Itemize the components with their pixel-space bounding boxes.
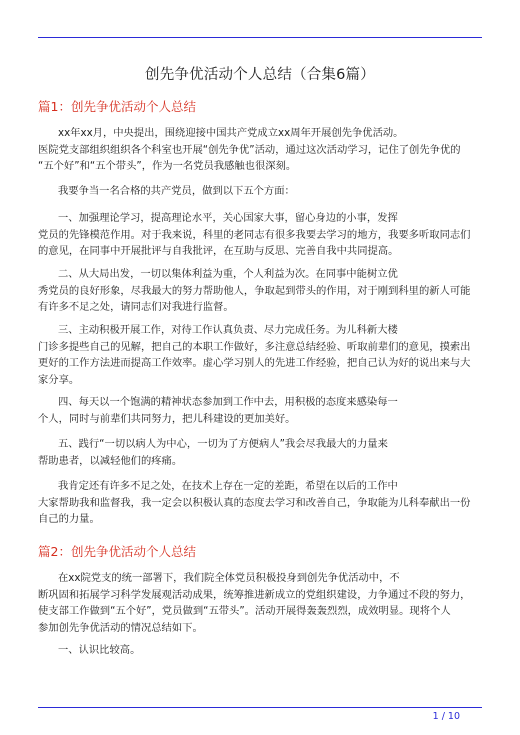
header-rule [38,37,482,38]
text-line: “五个好”和“五个带头”，作为一名党员我感触也很深刻。 [38,160,297,172]
text-line: 三、主动积极开展工作，对待工作认真负责、尽力完成任务。为儿科新大楼 [58,324,398,336]
text-line: 参加创先争优活动的情况总结如下。 [38,621,203,634]
text-line: 有许多不足之处，请同志们对我进行监督。 [38,301,234,313]
text-line: 大家帮助我和监督我，我一定会以积极认真的态度去学习和改善自己，争取能为儿科奉献出一份 [38,496,471,509]
text-line: 党员的先锋模范作用。对于我来说，科里的老同志有很多我要去学习的地方，我要多听取同志们 [38,228,471,241]
text-line: 四、每天以一个饱满的精神状态参加到工作中去，用积极的态度来感染每一 [58,396,398,408]
paragraph [38,394,484,427]
paragraph [38,436,484,469]
document-title: 创先争优活动个人总结（合集6篇） [145,67,375,83]
paragraph [38,322,484,388]
paragraph [38,478,484,528]
text-line: 一、认识比较高。 [58,644,141,656]
footer-rule [38,707,482,708]
page-indicator: 1 / 10 [432,711,460,722]
paragraph [38,125,484,175]
text-line: xx年xx月，中央提出，围绕迎接中国共产党成立xx周年开展创先争优活动。 [58,127,404,139]
section-heading-1: 篇1：创先争优活动个人总结 [38,99,196,114]
text-line: 秀党员的良好形象，尽我最大的努力帮助他人，争取起到带头的作用，对于刚到科里的新人可能 [38,284,471,297]
paragraph [38,210,484,260]
paragraph [38,642,484,659]
text-line: 一、加强理论学习，提高理论水平，关心国家大事，留心身边的小事，发挥 [58,212,398,224]
text-line: 自己的力量。 [38,513,100,525]
text-line: 医院党支部组织组织各个科室也开展“创先争优”活动，通过这次活动学习，记住了创先争优的 [38,143,461,156]
text-line: 更好的工作方法进而提高工作效率。虚心学习别人的先进工作经验，把自己认为好的说出来与大 [38,357,471,369]
text-line: 我要争当一名合格的共产党员，做到以下五个方面： [58,185,295,197]
text-line: 门诊多提些自己的见解，把自己的本职工作做好，多注意总结经验、听取前辈们的意见，摸索出 [38,340,471,353]
text-line: 个人，同时与前辈们共同努力，把儿科建设的更加美好。 [38,412,296,425]
text-line: 五、践行“一切以病人为中心，一切为了方便病人”我会尽我最大的力量来 [58,438,388,450]
text-line: 家分享。 [38,373,80,386]
text-line: 我肯定还有许多不足之处，在技术上存在一定的差距，希望在以后的工作中 [58,480,398,492]
text-line: 断巩固和拓展学习科学发展观活动成果，统筹推进新成立的党组织建设，力争通过不段的努力， [38,588,471,601]
text-line: 使支部工作做到“五个好”，党员做到“五带头”。活动开展得轰轰烈烈，成效明显。现将个人 [38,605,451,617]
section-heading-2: 篇2：创先争优活动个人总结 [38,544,196,559]
paragraph [38,183,484,200]
text-line: 二、从大局出发，一切以集体利益为重，个人利益为次。在同事中能树立优 [58,268,398,280]
text-line: 的意见，在同事中开展批评与自我批评，在互助与反思、完善自我中共同提高。 [38,245,399,257]
paragraph [38,570,484,636]
paragraph [38,266,484,316]
text-line: 帮助患者，以减轻他们的疼痛。 [38,454,183,467]
text-line: 在xx院党支的统一部署下，我们院全体党员积极投身到创先争优活动中，不 [58,572,400,584]
